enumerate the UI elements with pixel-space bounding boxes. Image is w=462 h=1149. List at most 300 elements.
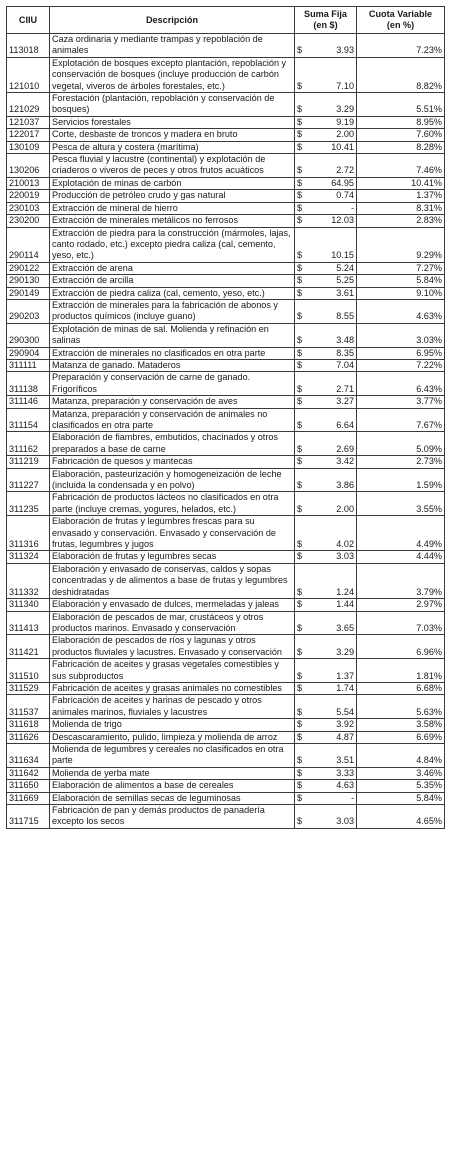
currency-symbol: $ (297, 177, 303, 188)
suma-fija-cell (295, 287, 357, 299)
description-cell: Extracción de mineral de hierro (50, 202, 295, 214)
table-row (7, 792, 445, 804)
suma-fija-cell (295, 190, 357, 202)
cuota-variable-cell: 6.68% (357, 682, 445, 694)
ciiu-code-cell: 311618 (7, 719, 50, 731)
ciiu-code-cell: 311537 (7, 695, 50, 719)
cuota-variable-cell: 5.84% (357, 792, 445, 804)
currency-symbol: $ (297, 503, 303, 514)
table-row (7, 682, 445, 694)
cuota-variable-cell: 9.29% (357, 227, 445, 262)
currency-symbol: $ (297, 646, 303, 657)
table-row (7, 743, 445, 767)
currency-symbol: $ (297, 250, 303, 261)
ciiu-code-cell: 290203 (7, 299, 50, 323)
currency-symbol: $ (297, 420, 303, 430)
description-cell: Caza ordinaria y mediante trampas y repoblación de animales (50, 34, 295, 58)
suma-fija-cell (295, 719, 357, 731)
cuota-variable-cell: 8.95% (357, 116, 445, 128)
description-cell: Elaboración de alimentos a base de cereales (50, 780, 295, 792)
currency-symbol: $ (297, 599, 303, 610)
ciiu-code-cell: 311162 (7, 432, 50, 456)
suma-fija-value: 4.87 (336, 731, 354, 742)
suma-fija-cell (295, 262, 357, 274)
cuota-variable-cell: 8.28% (357, 141, 445, 153)
suma-fija-cell (295, 408, 357, 432)
suma-fija-cell (295, 299, 357, 323)
description-cell: Fabricación de aceites y harinas de pescado y otros animales marinos, fluviales y lacustres (50, 695, 295, 719)
header-cuota-variable (357, 7, 445, 34)
table-row (7, 719, 445, 731)
currency-symbol: $ (297, 262, 303, 273)
cuota-variable-cell: 5.51% (357, 93, 445, 117)
suma-fija-cell (295, 116, 357, 128)
cuota-variable-cell: 2.97% (357, 599, 445, 611)
table-row (7, 408, 445, 432)
cuota-variable-cell: 7.23% (357, 34, 445, 58)
currency-symbol: $ (297, 396, 303, 407)
suma-fija-value: 7.04 (336, 359, 354, 370)
suma-fija-value: 2.00 (336, 503, 354, 514)
currency-symbol: $ (297, 456, 303, 467)
ciiu-code-cell: 311626 (7, 731, 50, 743)
ciiu-code-cell: 311138 (7, 372, 50, 396)
currency-symbol: $ (297, 165, 303, 176)
table-row (7, 116, 445, 128)
description-cell: Elaboración y envasado de dulces, mermeladas y jaleas (50, 599, 295, 611)
suma-fija-cell (295, 551, 357, 563)
table-row (7, 731, 445, 743)
table-row (7, 492, 445, 516)
ciiu-code-cell: 121029 (7, 93, 50, 117)
suma-fija-cell (295, 563, 357, 598)
table-row (7, 299, 445, 323)
suma-fija-value: 3.61 (336, 287, 354, 298)
cuota-variable-cell: 3.55% (357, 492, 445, 516)
description-cell: Extracción de minerales no clasificados en otra parte (50, 347, 295, 359)
description-cell: Matanza de ganado. Mataderos (50, 359, 295, 371)
description-cell: Elaboración de frutas y legumbres frescas para su envasado y conservación. Envasado y conservación de frutas, legumbres y jugos (50, 516, 295, 551)
currency-symbol: $ (297, 359, 303, 370)
currency-symbol: $ (297, 275, 303, 286)
description-cell: Forestación (plantación, repoblación y conservación de bosques) (50, 93, 295, 117)
ciiu-code-cell: 290130 (7, 275, 50, 287)
suma-fija-value: 3.03 (336, 551, 354, 562)
description-cell: Fabricación de pan y demás productos de panadería excepto los secos (50, 805, 295, 829)
suma-fija-value: 3.27 (336, 396, 354, 407)
currency-symbol: $ (297, 622, 303, 633)
cuota-variable-cell: 9.10% (357, 287, 445, 299)
currency-symbol: $ (297, 682, 303, 693)
description-cell: Extracción de piedra caliza (cal, cemento, yeso, etc.) (50, 287, 295, 299)
ciiu-code-cell: 130109 (7, 141, 50, 153)
currency-symbol: $ (297, 215, 303, 226)
header-descripcion (50, 7, 295, 34)
currency-symbol: $ (297, 116, 303, 127)
suma-fija-value: 10.15 (331, 250, 354, 261)
table-row (7, 396, 445, 408)
table-row (7, 359, 445, 371)
suma-fija-cell (295, 599, 357, 611)
header-descripcion-label: Descripción (145, 14, 199, 25)
ciiu-code-cell: 311332 (7, 563, 50, 598)
cuota-variable-cell: 4.84% (357, 743, 445, 767)
cuota-variable-cell: 2.83% (357, 215, 445, 227)
suma-fija-cell (295, 275, 357, 287)
currency-symbol: $ (297, 335, 303, 346)
ciiu-code-cell: 311111 (7, 359, 50, 371)
ciiu-code-cell: 290114 (7, 227, 50, 262)
header-ciiu-label: CIIU (18, 14, 38, 25)
description-cell: Explotación de minas de sal. Molienda y refinación en salinas (50, 323, 295, 347)
ciiu-code-cell: 230200 (7, 215, 50, 227)
suma-fija-cell (295, 359, 357, 371)
cuota-variable-cell: 8.82% (357, 57, 445, 92)
currency-symbol: $ (297, 129, 303, 140)
table-row (7, 262, 445, 274)
table-row (7, 129, 445, 141)
currency-symbol: $ (297, 551, 303, 562)
suma-fija-value: 10.41 (331, 141, 354, 152)
ciiu-code-cell: 290122 (7, 262, 50, 274)
suma-fija-value: 1.37 (336, 670, 354, 681)
description-cell: Servicios forestales (50, 116, 295, 128)
table-row (7, 34, 445, 58)
suma-fija-value: 0.74 (336, 190, 354, 201)
description-cell: Elaboración de pescados de ríos y lagunas y otros productos fluviales y lacustres. Envasado y conservación (50, 635, 295, 659)
description-cell: Producción de petróleo crudo y gas natural (50, 190, 295, 202)
cuota-variable-cell: 7.67% (357, 408, 445, 432)
suma-fija-cell (295, 347, 357, 359)
suma-fija-value: - (350, 202, 354, 213)
cuota-variable-cell: 8.31% (357, 202, 445, 214)
currency-symbol: $ (297, 383, 303, 394)
table-row (7, 551, 445, 563)
ciiu-code-cell: 121010 (7, 57, 50, 92)
cuota-variable-cell: 2.73% (357, 456, 445, 468)
ciiu-code-cell: 311650 (7, 780, 50, 792)
ciiu-code-cell: 311413 (7, 611, 50, 635)
description-cell: Elaboración de pescados de mar, crustáceos y otros productos marinos. Envasado y conservación (50, 611, 295, 635)
currency-symbol: $ (297, 780, 303, 791)
table-header (7, 7, 445, 34)
table-row (7, 611, 445, 635)
header-cuota-variable-line2: (en %) (386, 20, 415, 30)
suma-fija-value: 3.93 (336, 45, 354, 56)
ciiu-code-cell: 311227 (7, 468, 50, 492)
description-cell: Elaboración, pasteurización y homogeneización de leche (incluida la condensada y en polvo) (50, 468, 295, 492)
table-row (7, 202, 445, 214)
cuota-variable-cell: 7.03% (357, 611, 445, 635)
currency-symbol: $ (297, 443, 303, 454)
suma-fija-value: 3.33 (336, 767, 354, 778)
suma-fija-value: 6.64 (336, 420, 354, 430)
ciiu-code-cell: 311235 (7, 492, 50, 516)
suma-fija-cell (295, 396, 357, 408)
description-cell: Extracción de arena (50, 262, 295, 274)
suma-fija-cell (295, 682, 357, 694)
cuota-variable-cell: 3.46% (357, 767, 445, 779)
description-cell: Descascaramiento, pulido, limpieza y molienda de arroz (50, 731, 295, 743)
suma-fija-cell (295, 743, 357, 767)
suma-fija-value: 3.92 (336, 719, 354, 730)
currency-symbol: $ (297, 792, 303, 803)
suma-fija-value: 1.44 (336, 599, 354, 610)
suma-fija-value: 5.54 (336, 706, 354, 717)
cuota-variable-cell: 4.44% (357, 551, 445, 563)
table-row (7, 516, 445, 551)
table-row (7, 599, 445, 611)
suma-fija-value: 3.48 (336, 335, 354, 346)
description-cell: Explotación de bosques excepto plantación, repoblación y conservación de bosques (incluye producción de carbón vegetal, viveros de árboles forestales, etc.) (50, 57, 295, 92)
header-suma-fija-line1: Suma Fija (304, 9, 347, 19)
suma-fija-cell (295, 805, 357, 829)
cuota-variable-cell: 7.60% (357, 129, 445, 141)
suma-fija-cell (295, 780, 357, 792)
suma-fija-cell (295, 227, 357, 262)
ciiu-code-cell: 311154 (7, 408, 50, 432)
currency-symbol: $ (297, 719, 303, 730)
suma-fija-value: 2.72 (336, 165, 354, 176)
ciiu-code-cell: 113018 (7, 34, 50, 58)
suma-fija-value: 3.29 (336, 646, 354, 657)
suma-fija-cell (295, 635, 357, 659)
suma-fija-value: 2.69 (336, 443, 354, 454)
cuota-variable-cell: 1.59% (357, 468, 445, 492)
ciiu-code-cell: 122017 (7, 129, 50, 141)
suma-fija-value: 3.86 (336, 480, 354, 491)
cuota-variable-cell: 3.77% (357, 396, 445, 408)
ciiu-code-cell: 121037 (7, 116, 50, 128)
suma-fija-cell (295, 516, 357, 551)
ciiu-code-cell: 290149 (7, 287, 50, 299)
suma-fija-cell (295, 34, 357, 58)
cuota-variable-cell: 5.35% (357, 780, 445, 792)
table-row (7, 57, 445, 92)
suma-fija-cell (295, 372, 357, 396)
table-row (7, 177, 445, 189)
description-cell: Extracción de minerales metálicos no ferrosos (50, 215, 295, 227)
suma-fija-value: 1.74 (336, 682, 354, 693)
table-row (7, 767, 445, 779)
description-cell: Extracción de minerales para la fabricación de abonos y productos químicos (incluye guano) (50, 299, 295, 323)
suma-fija-cell (295, 492, 357, 516)
suma-fija-cell (295, 323, 357, 347)
suma-fija-value: 1.24 (336, 586, 354, 597)
suma-fija-value: 8.55 (336, 311, 354, 322)
description-cell: Extracción de piedra para la construcción (mármoles, lajas, canto rodado, etc.) excepto piedra caliza (cal, cemento, yeso, etc.) (50, 227, 295, 262)
suma-fija-value: 7.10 (336, 80, 354, 91)
suma-fija-value: 3.51 (336, 755, 354, 766)
cuota-variable-cell: 4.65% (357, 805, 445, 829)
suma-fija-value: 9.19 (336, 116, 354, 127)
currency-symbol: $ (297, 311, 303, 322)
ciiu-code-cell: 210013 (7, 177, 50, 189)
ciiu-code-cell: 311316 (7, 516, 50, 551)
cuota-variable-cell: 5.63% (357, 695, 445, 719)
ciiu-code-cell: 311529 (7, 682, 50, 694)
table-body (7, 34, 445, 829)
description-cell: Molienda de legumbres y cereales no clasificados en otra parte (50, 743, 295, 767)
cuota-variable-cell: 7.27% (357, 262, 445, 274)
ciiu-code-cell: 290904 (7, 347, 50, 359)
currency-symbol: $ (297, 816, 303, 827)
currency-symbol: $ (297, 347, 303, 358)
cuota-variable-cell: 4.49% (357, 516, 445, 551)
table-row (7, 432, 445, 456)
suma-fija-cell (295, 792, 357, 804)
suma-fija-cell (295, 202, 357, 214)
suma-fija-cell (295, 154, 357, 178)
header-ciiu (7, 7, 50, 34)
suma-fija-value: - (350, 792, 354, 803)
description-cell: Molienda de yerba mate (50, 767, 295, 779)
currency-symbol: $ (297, 767, 303, 778)
ciiu-code-cell: 311219 (7, 456, 50, 468)
suma-fija-value: 3.29 (336, 104, 354, 115)
description-cell: Matanza, preparación y conservación de animales no clasificados en otra parte (50, 408, 295, 432)
currency-symbol: $ (297, 706, 303, 717)
cuota-variable-cell: 10.41% (357, 177, 445, 189)
currency-symbol: $ (297, 202, 303, 213)
table-row (7, 323, 445, 347)
table-row (7, 780, 445, 792)
description-cell: Elaboración de fiambres, embutidos, chacinados y otros preparados a base de carne (50, 432, 295, 456)
description-cell: Molienda de trigo (50, 719, 295, 731)
description-cell: Fabricación de aceites y grasas vegetales comestibles y sus subproductos (50, 659, 295, 683)
suma-fija-cell (295, 659, 357, 683)
ciiu-code-cell: 311324 (7, 551, 50, 563)
cuota-variable-cell: 1.81% (357, 659, 445, 683)
suma-fija-value: 4.02 (336, 539, 354, 550)
description-cell: Fabricación de aceites y grasas animales no comestibles (50, 682, 295, 694)
table-row (7, 215, 445, 227)
table-row (7, 372, 445, 396)
description-cell: Pesca de altura y costera (marítima) (50, 141, 295, 153)
cuota-variable-cell: 6.96% (357, 635, 445, 659)
ciiu-code-cell: 311669 (7, 792, 50, 804)
suma-fija-cell (295, 215, 357, 227)
suma-fija-value: 2.00 (336, 129, 354, 140)
currency-symbol: $ (297, 731, 303, 742)
currency-symbol: $ (297, 104, 303, 115)
header-suma-fija (295, 7, 357, 34)
suma-fija-value: 3.65 (336, 622, 354, 633)
cuota-variable-cell: 5.84% (357, 275, 445, 287)
suma-fija-cell (295, 141, 357, 153)
table-row (7, 287, 445, 299)
suma-fija-cell (295, 456, 357, 468)
activity-rates-table (6, 6, 445, 829)
currency-symbol: $ (297, 539, 303, 550)
table-row (7, 93, 445, 117)
suma-fija-value: 5.24 (336, 262, 354, 273)
currency-symbol: $ (297, 480, 303, 491)
currency-symbol: $ (297, 190, 303, 201)
suma-fija-cell (295, 767, 357, 779)
suma-fija-cell (295, 177, 357, 189)
description-cell: Corte, desbaste de troncos y madera en bruto (50, 129, 295, 141)
suma-fija-cell (295, 468, 357, 492)
suma-fija-value: 64.95 (331, 177, 354, 188)
ciiu-code-cell: 311642 (7, 767, 50, 779)
table-row (7, 635, 445, 659)
table-row (7, 456, 445, 468)
table-row (7, 805, 445, 829)
table-row (7, 347, 445, 359)
table-row (7, 275, 445, 287)
description-cell: Fabricación de productos lácteos no clasificados en otra parte (incluye cremas, yogures, helados, etc.) (50, 492, 295, 516)
cuota-variable-cell: 6.69% (357, 731, 445, 743)
suma-fija-cell (295, 129, 357, 141)
description-cell: Elaboración de frutas y legumbres secas (50, 551, 295, 563)
table-row (7, 468, 445, 492)
header-row (7, 7, 445, 34)
suma-fija-cell (295, 432, 357, 456)
cuota-variable-cell: 3.58% (357, 719, 445, 731)
table-row (7, 227, 445, 262)
ciiu-code-cell: 311510 (7, 659, 50, 683)
table-row (7, 190, 445, 202)
description-cell: Matanza, preparación y conservación de aves (50, 396, 295, 408)
suma-fija-cell (295, 57, 357, 92)
description-cell: Pesca fluvial y lacustre (continental) y explotación de criaderos o viveros de peces y otros frutos acuáticos (50, 154, 295, 178)
ciiu-code-cell: 130206 (7, 154, 50, 178)
cuota-variable-cell: 5.09% (357, 432, 445, 456)
description-cell: Fabricación de quesos y mantecas (50, 456, 295, 468)
currency-symbol: $ (297, 45, 303, 56)
ciiu-code-cell: 311634 (7, 743, 50, 767)
suma-fija-value: 12.03 (331, 215, 354, 226)
ciiu-code-cell: 290300 (7, 323, 50, 347)
cuota-variable-cell: 6.43% (357, 372, 445, 396)
currency-symbol: $ (297, 80, 303, 91)
description-cell: Elaboración de semillas secas de leguminosas (50, 792, 295, 804)
description-cell: Extracción de arcilla (50, 275, 295, 287)
cuota-variable-cell: 7.46% (357, 154, 445, 178)
cuota-variable-cell: 4.63% (357, 299, 445, 323)
ciiu-code-cell: 220019 (7, 190, 50, 202)
cuota-variable-cell: 6.95% (357, 347, 445, 359)
suma-fija-value: 3.42 (336, 456, 354, 467)
currency-symbol: $ (297, 755, 303, 766)
suma-fija-value: 4.63 (336, 780, 354, 791)
header-suma-fija-line2: (en $) (313, 20, 338, 30)
ciiu-code-cell: 311715 (7, 805, 50, 829)
suma-fija-cell (295, 93, 357, 117)
table-row (7, 141, 445, 153)
suma-fija-cell (295, 611, 357, 635)
suma-fija-cell (295, 731, 357, 743)
suma-fija-value: 3.03 (336, 816, 354, 827)
suma-fija-cell (295, 695, 357, 719)
description-cell: Elaboración y envasado de conservas, caldos y sopas concentradas y de alimentos a base de frutas y legumbres deshidratadas (50, 563, 295, 598)
currency-symbol: $ (297, 141, 303, 152)
cuota-variable-cell: 1.37% (357, 190, 445, 202)
ciiu-code-cell: 311421 (7, 635, 50, 659)
currency-symbol: $ (297, 586, 303, 597)
cuota-variable-cell: 3.03% (357, 323, 445, 347)
ciiu-code-cell: 230103 (7, 202, 50, 214)
suma-fija-value: 2.71 (336, 383, 354, 394)
ciiu-code-cell: 311146 (7, 396, 50, 408)
cuota-variable-cell: 3.79% (357, 563, 445, 598)
ciiu-code-cell: 311340 (7, 599, 50, 611)
table-row (7, 695, 445, 719)
cuota-variable-cell: 7.22% (357, 359, 445, 371)
suma-fija-value: 8.35 (336, 347, 354, 358)
description-cell: Explotación de minas de carbón (50, 177, 295, 189)
